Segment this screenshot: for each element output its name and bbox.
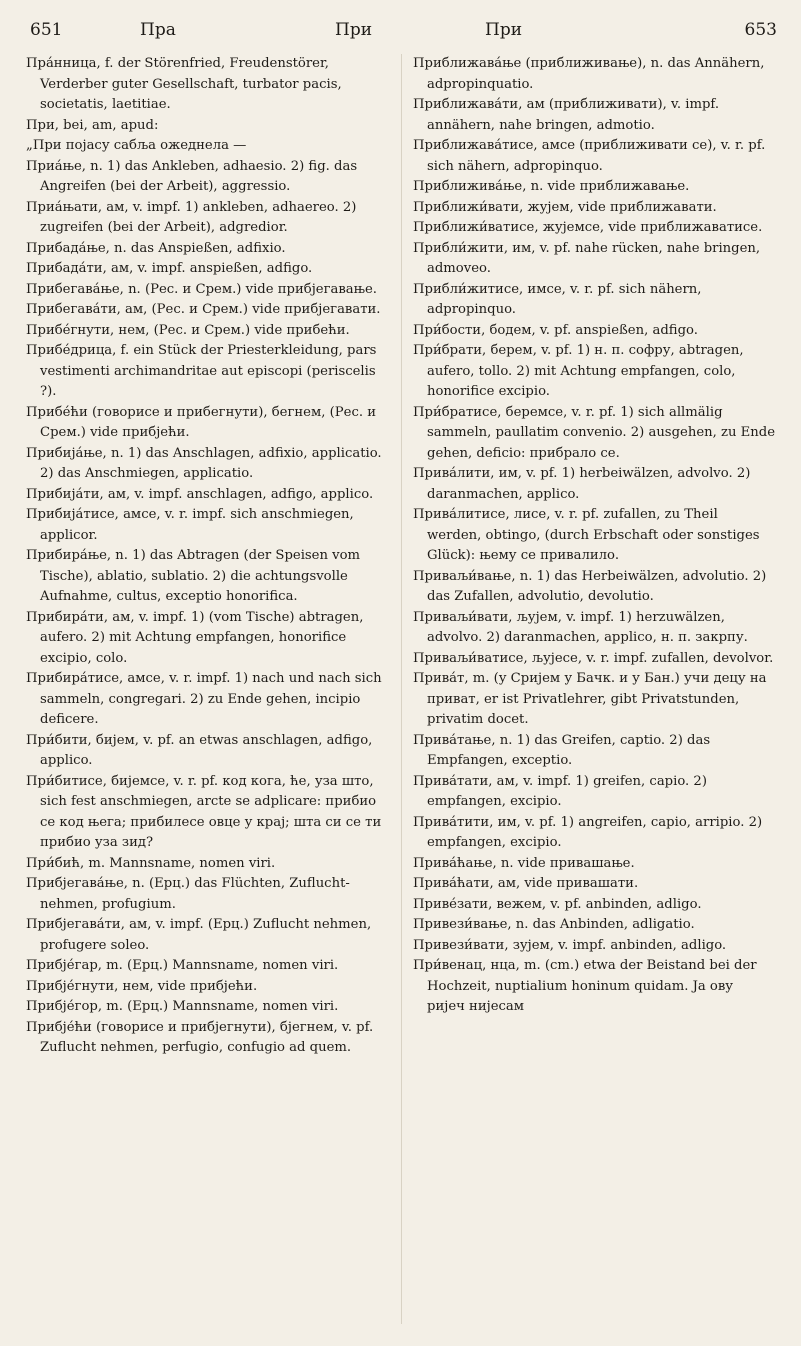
page-number-left: 651 <box>30 20 63 40</box>
dictionary-entry: Привези́вање, n. das Anbinden, adligatio. <box>413 917 695 932</box>
dictionary-entry: Приближава́тисе, амсе (приближивати се), v. r. pf. sich nähern, adpropinquo. <box>413 138 766 174</box>
dictionary-entry: Привези́вати, зујем, v. impf. anbinden, adligo. <box>413 937 727 953</box>
dictionary-entry: При́братисе, беремсе, v. r. pf. 1) sich allmälig sammeln, paullatim convenio. 2) ausgehen, zu Ende gehen, deficio: прибрало се. <box>413 404 775 461</box>
header-word-3: При <box>485 20 523 40</box>
running-header <box>30 20 777 48</box>
dictionary-entry: При́бости, бодем, v. pf. anspießen, adfigo. <box>413 322 698 338</box>
dictionary-entry: Прибегава́ти, ам, (Рес. и Срем.) vide прибјегавати. <box>26 302 381 317</box>
dictionary-entry: Приваљи́вање, n. 1) das Herbeiwälzen, advolutio. 2) das Zufallen, advolutio, devolutio. <box>413 568 767 604</box>
dictionary-entry: Прибјегава́ње, n. (Ерц.) das Flüchten, Zuflucht-nehmen, profugium. <box>26 876 350 912</box>
dictionary-entry: Приближи́вати, жујем, vide приближавати. <box>413 199 717 215</box>
dictionary-entry: Прибе́гнути, нем, (Рес. и Срем.) vide прибећи. <box>26 322 350 338</box>
header-word-1: Пра <box>140 20 176 40</box>
left-column <box>26 54 388 1059</box>
dictionary-entry: Прибија́ти, ам, v. impf. anschlagen, adfigo, applico. <box>26 486 374 502</box>
page-number-right: 653 <box>744 20 777 40</box>
dictionary-entry: При́венац, нца, m. (cm.) etwa der Beistand bei der Hochzeit, nuptialium honinum quidam. Ја ову ријеч нијесам <box>413 958 757 1014</box>
dictionary-entry: При́брати, берем, v. pf. 1) н. п. софру, abtragen, aufero, tollo. 2) mit Achtung empfangen, colo, honorifice excipio. <box>413 343 744 399</box>
dictionary-entry: При, bei, am, apud: <box>26 117 159 133</box>
dictionary-entry: Прибира́ње, n. 1) das Abtragen (der Speisen vom Tische), ablatio, sublatio. 2) die achtungsvolle Aufnahme, cultus, exceptio honorifica. <box>26 548 361 604</box>
dictionary-entry: Прива́ћање, n. vide привашање. <box>413 855 635 871</box>
column-divider <box>401 54 402 1324</box>
dictionary-entry: Приваљи́вати, љујем, v. impf. 1) herzuwälzen, advolvo. 2) daranmachen, applico, н. п. закрпу. <box>413 609 748 645</box>
dictionary-entry: Приближива́ње, n. vide приближавање. <box>413 179 690 194</box>
dictionary-entry: Прива́ћати, ам, vide привашати. <box>413 876 639 891</box>
dictionary-entry: Прибија́тисе, амсе, v. r. impf. sich anschmiegen, applicor. <box>26 507 354 543</box>
dictionary-entry: Приа́њати, ам, v. impf. 1) ankleben, adhaereo. 2) zugreifen (bei der Arbeit), adgredior. <box>26 199 357 235</box>
dictionary-entry: Прибјегава́ти, ам, v. impf. (Ерц.) Zuflucht nehmen, profugere soleo. <box>26 917 372 953</box>
dictionary-entry: Приближи́ватисе, жујемсе, vide приближаватисе. <box>413 220 763 235</box>
dictionary-entry: Прибје́гор, m. (Ерц.) Mannsname, nomen viri. <box>26 999 339 1014</box>
dictionary-entry: Прива́тити, им, v. pf. 1) angreifen, capio, arripio. 2) empfangen, excipio. <box>413 814 763 850</box>
dictionary-entry: Прива́лити, им, v. pf. 1) herbeiwälzen, advolvo. 2) daranmachen, applico. <box>413 466 751 502</box>
dictionary-entry: При́бић, m. Mannsname, nomen viri. <box>26 855 276 871</box>
dictionary-entry: Прибје́гнути, нем, vide прибјећи. <box>26 978 258 994</box>
dictionary-entry: Прибли́жити, им, v. pf. nahe rücken, nahe bringen, admoveo. <box>413 240 761 276</box>
header-word-2: При <box>335 20 373 40</box>
dictionary-entry: Пра́нница, f. der Störenfried, Freudenstörer, Verderber guter Gesellschaft, turbator pacis, societatis, laetitiae. <box>26 56 342 112</box>
dictionary-entry: Прибли́житисе, имсе, v. r. pf. sich nähern, adpropinquo. <box>413 281 702 317</box>
dictionary-entry: Прибе́ћи (говорисе и прибегнути), бегнем, (Рес. и Срем.) vide прибјећи. <box>26 404 377 440</box>
dictionary-entry: Прива́тање, n. 1) das Greifen, captio. 2) das Empfangen, exceptio. <box>413 732 711 768</box>
dictionary-entry: Прибада́ти, ам, v. impf. anspießen, adfigo. <box>26 261 313 276</box>
dictionary-entry: Прибје́гар, m. (Ерц.) Mannsname, nomen viri. <box>26 958 339 973</box>
dictionary-entry: Приближава́ти, ам (приближивати), v. impf. annähern, nahe bringen, admotio. <box>413 97 720 133</box>
dictionary-entry: Прива́т, m. (у Сријем у Бачк. и у Бан.) учи децу на приват, er ist Privatlehrer, gibt Privatstunden, privatim docet. <box>413 671 767 727</box>
dictionary-entry: При́бити, бијем, v. pf. an etwas anschlagen, adfigo, applico. <box>26 732 373 768</box>
dictionary-entry: При́битисе, бијемсе, v. r. pf. код кога, ће, уза што, sich fest anschmiegen, arcte se adplicare: прибио се код њега; прибилесе овце у крај; шта си се ти прибио уза зид? <box>26 773 382 850</box>
dictionary-entry: Прибје́ћи (говорисе и прибјегнути), бјегнем, v. pf. Zuflucht nehmen, perfugio, confugio ad quem. <box>26 1019 374 1055</box>
dictionary-entry: Приближава́ње (приближивање), n. das Annähern, adpropinquatio. <box>413 56 765 92</box>
dictionary-entry: Приве́зати, вежем, v. pf. anbinden, adligo. <box>413 896 702 912</box>
dictionary-entry: Прива́литисе, лисе, v. r. pf. zufallen, zu Theil werden, obtingo, (durch Erbschaft oder sonstiges Glück): њему се привалило. <box>413 507 760 563</box>
dictionary-entry: Приа́ње, n. 1) das Ankleben, adhaesio. 2) fig. das Angreifen (bei der Arbeit), aggressio. <box>26 158 358 194</box>
dictionary-entry: Приваљи́ватисе, љујесе, v. r. impf. zufallen, devolvor. <box>413 650 774 666</box>
dictionary-entry: Прибада́ње, n. das Anspießen, adfixio. <box>26 240 286 256</box>
dictionary-entry: Прибира́ти, ам, v. impf. 1) (vom Tische) abtragen, aufero. 2) mit Achtung empfangen, honorifice excipio, colo. <box>26 609 364 666</box>
dictionary-entry: „При појасу сабља ожеднела — <box>26 138 247 153</box>
dictionary-entry: Прибегава́ње, n. (Рес. и Срем.) vide прибјегавање. <box>26 281 378 297</box>
right-column <box>413 54 775 1018</box>
dictionary-entry: Прива́тати, ам, v. impf. 1) greifen, capio. 2) empfangen, excipio. <box>413 773 707 809</box>
dictionary-entry: Прибира́тисе, амсе, v. r. impf. 1) nach und nach sich sammeln, congregari. 2) zu Ende gehen, incipio deficere. <box>26 671 382 727</box>
dictionary-entry: Прибе́дрица, f. ein Stück der Priesterkleidung, pars vestimenti archimandritae aut episcopi (periscelis ?). <box>26 343 377 399</box>
dictionary-entry: Прибија́ње, n. 1) das Anschlagen, adfixio, applicatio. 2) das Anschmiegen, applicatio. <box>26 445 382 481</box>
